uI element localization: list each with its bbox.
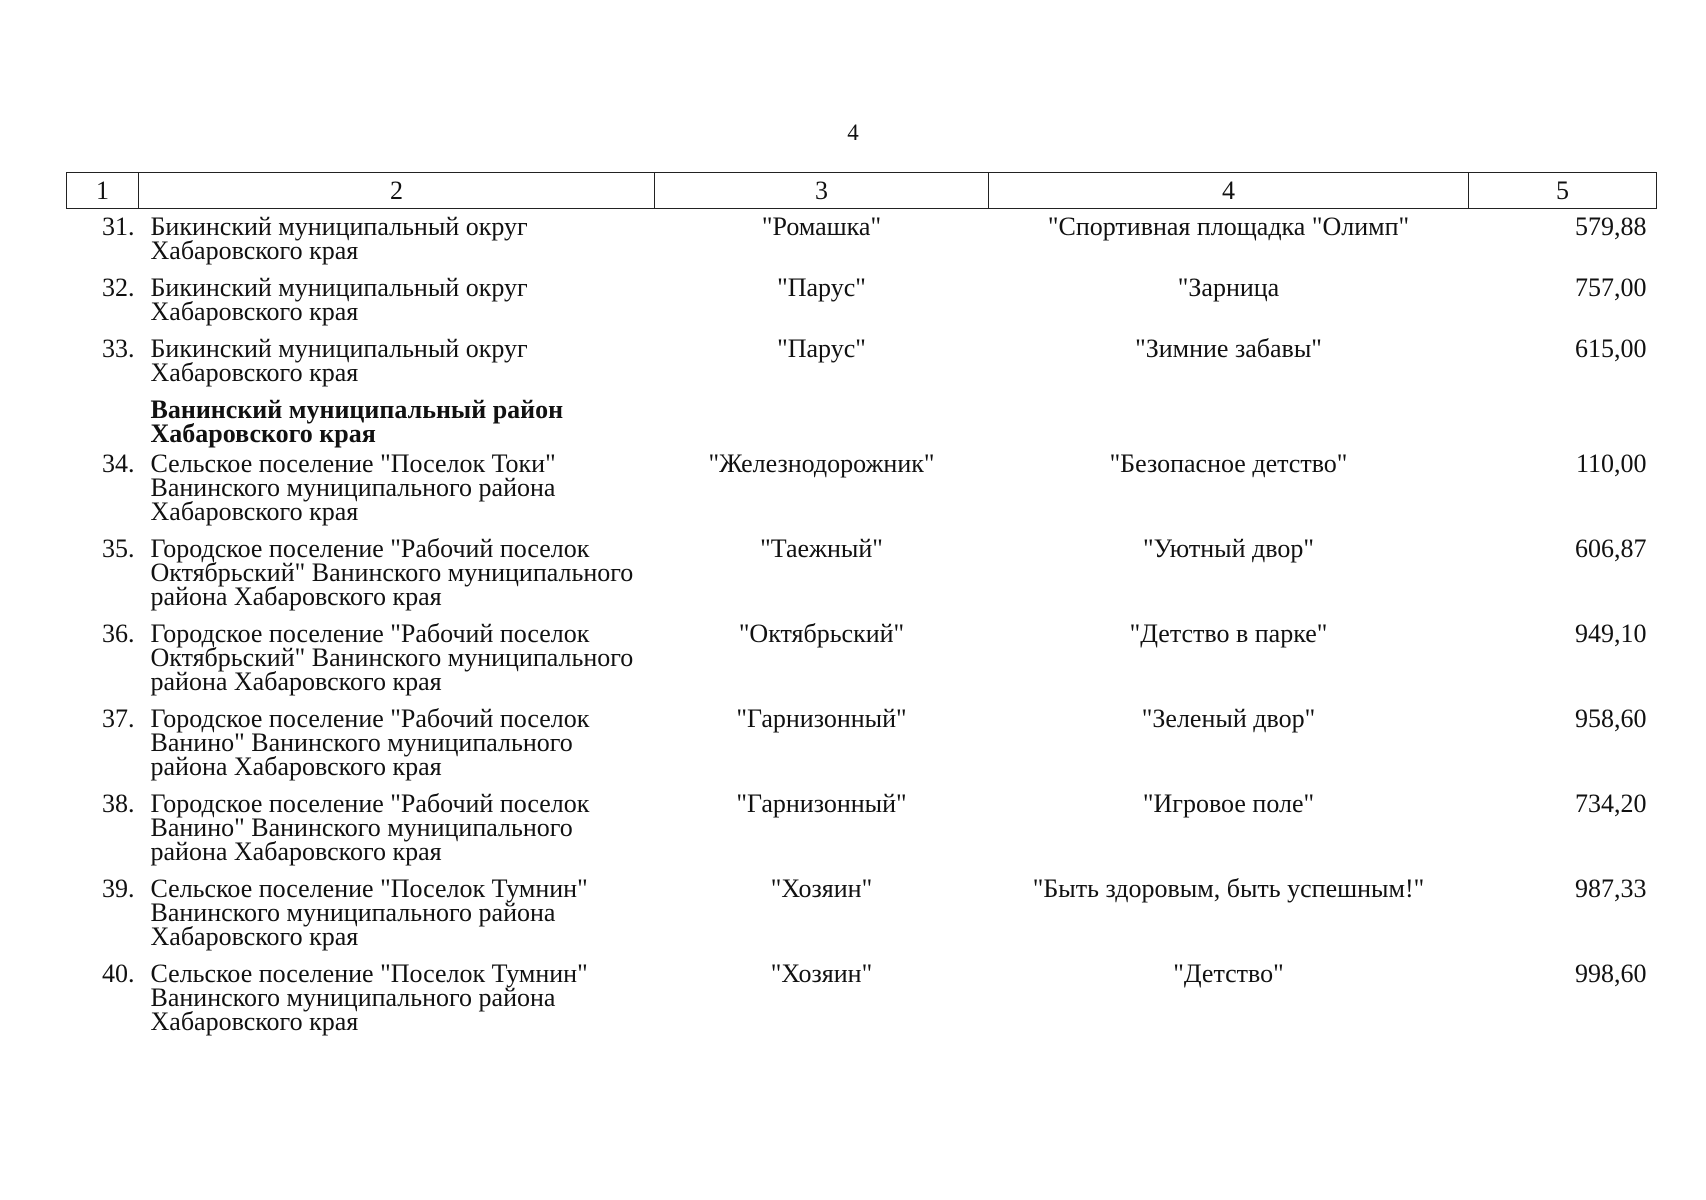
project-cell: "Игровое поле" xyxy=(1142,789,1315,818)
municipality-name: Сельское поселение "Поселок Тумнин" Ванинского муниципального района Хабаровского края xyxy=(150,959,588,1036)
row-number-cell xyxy=(67,274,139,335)
table-row xyxy=(67,450,1657,535)
table-row xyxy=(67,705,1657,790)
amount-cell: 615,00 xyxy=(1575,334,1647,363)
project-cell: "Зимние забавы" xyxy=(1135,334,1322,363)
row-number: 32. xyxy=(102,273,135,302)
column-header-4: 4 xyxy=(989,173,1469,209)
row-number: 35. xyxy=(102,534,135,563)
project-cell: "Уютный двор" xyxy=(1143,534,1314,563)
institution-cell: "Парус" xyxy=(777,273,866,302)
row-number-cell xyxy=(67,620,139,705)
municipality-name: Бикинский муниципальный округ Хабаровского края xyxy=(150,334,528,387)
municipality-cell xyxy=(139,790,655,875)
institution-cell: "Таежный" xyxy=(760,534,883,563)
row-number-cell xyxy=(67,450,139,535)
institution-cell: "Железнодорожник" xyxy=(708,449,935,478)
municipality-cell xyxy=(139,705,655,790)
institution-cell: "Гарнизонный" xyxy=(736,789,907,818)
institution-cell: "Парус" xyxy=(777,334,866,363)
group-number-cell xyxy=(67,396,139,450)
municipality-cell xyxy=(139,535,655,620)
group-empty-cell xyxy=(989,396,1469,450)
table-row xyxy=(67,960,1657,1045)
row-number-cell xyxy=(67,335,139,396)
column-header-3: 3 xyxy=(655,173,989,209)
table-header xyxy=(67,173,1657,209)
group-heading-cell xyxy=(139,396,655,450)
municipality-name: Городское поселение "Рабочий поселок Октябрьский" Ванинского муниципального района Хабаровского края xyxy=(150,534,634,611)
amount-cell: 949,10 xyxy=(1575,619,1647,648)
row-number-cell xyxy=(67,209,139,275)
row-number-cell xyxy=(67,875,139,960)
project-cell: "Спортивная площадка "Олимп" xyxy=(1047,212,1410,241)
table-body xyxy=(67,209,1657,1046)
amount-cell: 987,33 xyxy=(1575,874,1647,903)
amount-cell: 110,00 xyxy=(1575,449,1647,478)
row-number: 38. xyxy=(102,789,135,818)
institution-cell: "Хозяин" xyxy=(770,874,873,903)
municipality-cell xyxy=(139,875,655,960)
municipality-cell xyxy=(139,274,655,335)
project-cell: "Детство" xyxy=(1173,959,1284,988)
municipality-cell xyxy=(139,335,655,396)
municipality-name: Бикинский муниципальный округ Хабаровского края xyxy=(150,212,528,265)
table-row xyxy=(67,274,1657,335)
amount-cell: 606,87 xyxy=(1575,534,1647,563)
municipality-cell xyxy=(139,450,655,535)
institution-cell: "Октябрьский" xyxy=(738,619,905,648)
table-row xyxy=(67,620,1657,705)
group-empty-cell xyxy=(655,396,989,450)
municipality-name: Городское поселение "Рабочий поселок Ванино" Ванинского муниципального района Хабаровского края xyxy=(150,704,590,781)
municipality-name: Сельское поселение "Поселок Токи" Ванинского муниципального района Хабаровского края xyxy=(150,449,556,526)
row-number: 31. xyxy=(102,212,135,241)
data-table xyxy=(66,172,1657,1045)
column-header-5: 5 xyxy=(1469,173,1657,209)
institution-cell: "Ромашка" xyxy=(761,212,882,241)
row-number: 40. xyxy=(102,959,135,988)
amount-cell: 734,20 xyxy=(1575,789,1647,818)
row-number: 33. xyxy=(102,334,135,363)
column-header-1: 1 xyxy=(67,173,139,209)
row-number-cell xyxy=(67,535,139,620)
table-row xyxy=(67,335,1657,396)
column-header-2: 2 xyxy=(139,173,655,209)
group-heading-row xyxy=(67,396,1657,450)
row-number: 36. xyxy=(102,619,135,648)
row-number-cell xyxy=(67,960,139,1045)
project-cell: "Быть здоровым, быть успешным!" xyxy=(1032,874,1425,903)
municipality-name: Сельское поселение "Поселок Тумнин" Ванинского муниципального района Хабаровского края xyxy=(150,874,588,951)
institution-cell: "Гарнизонный" xyxy=(736,704,907,733)
institution-cell: "Хозяин" xyxy=(770,959,873,988)
municipality-name: Городское поселение "Рабочий поселок Ванино" Ванинского муниципального района Хабаровского края xyxy=(150,789,590,866)
table-row xyxy=(67,535,1657,620)
table-row xyxy=(67,790,1657,875)
amount-cell: 579,88 xyxy=(1575,212,1647,241)
amount-cell: 958,60 xyxy=(1575,704,1647,733)
group-empty-cell xyxy=(1469,396,1657,450)
row-number: 34. xyxy=(102,449,135,478)
row-number: 39. xyxy=(102,874,135,903)
municipality-cell xyxy=(139,209,655,275)
project-cell: "Безопасное детство" xyxy=(1109,449,1348,478)
page-number: 4 xyxy=(847,120,859,145)
municipality-cell xyxy=(139,960,655,1045)
municipality-name: Городское поселение "Рабочий поселок Октябрьский" Ванинского муниципального района Хабаровского края xyxy=(150,619,634,696)
row-number: 37. xyxy=(102,704,135,733)
row-number-cell xyxy=(67,705,139,790)
amount-cell: 998,60 xyxy=(1575,959,1647,988)
project-cell: "Зеленый двор" xyxy=(1141,704,1316,733)
table-row xyxy=(67,875,1657,960)
project-cell: "Зарница xyxy=(1177,273,1280,302)
header-row xyxy=(67,173,1657,209)
municipality-name: Бикинский муниципальный округ Хабаровского края xyxy=(150,273,528,326)
row-number-cell xyxy=(67,790,139,875)
amount-cell: 757,00 xyxy=(1575,273,1647,302)
project-cell: "Детство в парке" xyxy=(1129,619,1328,648)
municipality-cell xyxy=(139,620,655,705)
table-row xyxy=(67,209,1657,275)
group-heading: Ванинский муниципальный район Хабаровского края xyxy=(150,395,564,448)
